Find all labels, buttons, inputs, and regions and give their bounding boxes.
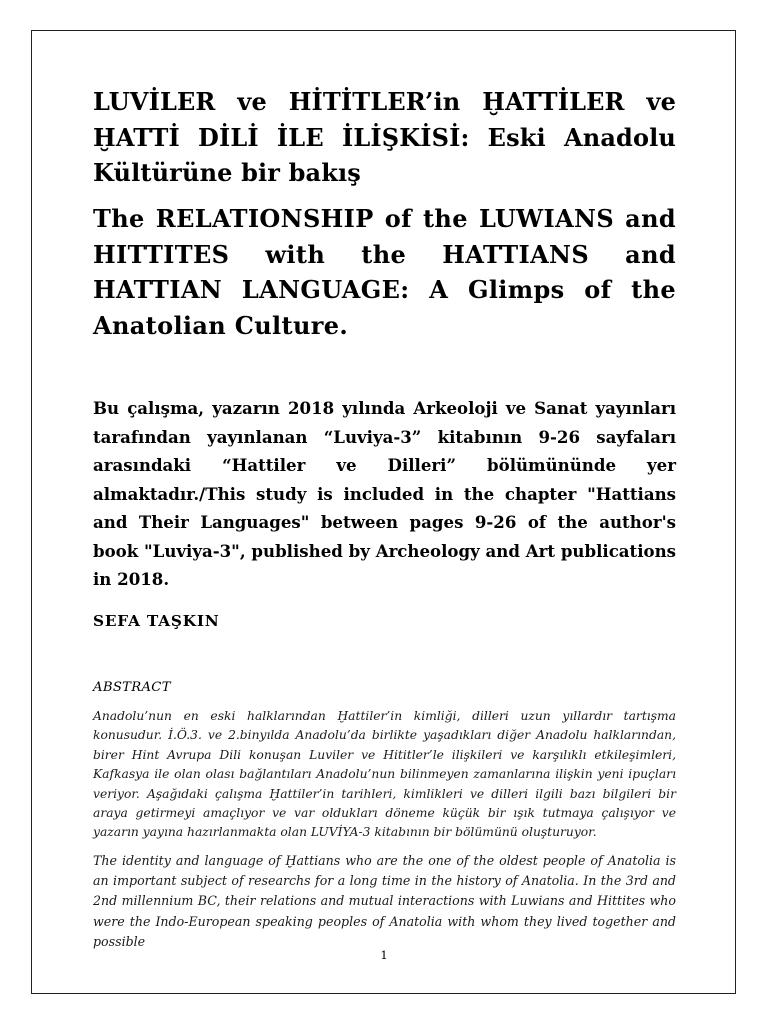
page-number: 1 [380,948,388,962]
title-english: The RELATIONSHIP of the LUWIANS and HITTITES with the HATTIANS and HATTIAN LANGUAGE: A Glimps of the Anatolian Culture. [93,204,676,340]
title-turkish: LUVİLER ve HİTİTLER’in ḪATTİLER ve ḪATTİ DİLİ İLE İLİŞKİSİ: Eski Anadolu Kültürüne bir bakış [93,87,676,187]
abstract-english: The identity and language of Ḫattians who are the one of the oldest people of Anatolia is an important subject of researchs for a long time in the history of Anatolia. In the 3rd and 2nd millennium BC, their relations and mutual interactions with Luwians and Hittites who were the Indo-European speaking peoples of Anatolia with whom they lived together and possible [93,853,676,949]
abstract-heading: ABSTRACT [93,680,171,695]
author-name: SEFA TAŞKIN [93,612,220,630]
publication-note: Bu çalışma, yazarın 2018 yılında Arkeoloji ve Sanat yayınları tarafından yayınlanan “Luviya-3” kitabının 9-26 sayfaları arasındaki “Hattiler ve Dilleri” bölümününde yer almaktadır./This study is included in the chapter "Hattians and Their Languages" between pages 9-26 of the author's book "Luviya-3", published by Archeology and Art publications in 2018. [93,398,676,589]
abstract-turkish: Anadolu’nun en eski halklarından Ḫattiler’in kimliği, dilleri uzun yıllardır tartışma konusudur. İ.Ö.3. ve 2.binyılda Anadolu’da birlikte yaşadıkları diğer Anadolu halklarından, birer Hint Avrupa Dili konuşan Luviler ve Hititler’le ilişkileri ve karşılıklı etkileşimleri, Kafkasya ile olan olası bağlantıları Anadolu’nun bilinmeyen zamanlarına ilişkin yeni ipuçları veriyor. Aşağıdaki çalışma Ḫattiler’in tarihleri, kimlikleri ve dilleri ilgili bazı bilgileri bir araya getirmeyi amaçlıyor ve var oldukları döneme küçük bir ışık tutmaya çalışıyor ve yazarın yayına hazırlanmakta olan LUVİYA-3 kitabının bir bölümünü oluşturuyor. [93,709,676,840]
